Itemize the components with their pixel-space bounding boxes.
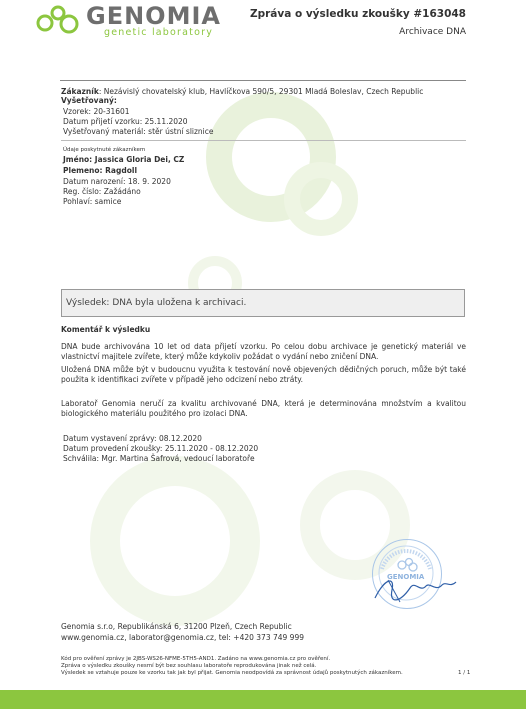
signature-icon — [370, 568, 460, 608]
animal-sex: Pohlaví: samice — [63, 197, 122, 206]
footer-address: Genomia s.r.o, Republikánská 6, 31200 Plzeň, Czech Republic — [61, 622, 292, 631]
customer-line — [61, 87, 423, 96]
brand-subtitle: genetic laboratory — [104, 27, 214, 38]
customer-data-note: Údaje poskytnuté zákazníkem — [63, 147, 146, 153]
sample-id: Vzorek: 20-31601 — [63, 107, 130, 116]
report-issued-date: Datum vystavení zprávy: 08.12.2020 — [63, 434, 202, 443]
sample-material: Vyšetřovaný materiál: stěr ústní sliznice — [63, 127, 214, 136]
header-divider — [60, 80, 466, 81]
customer-label: Zákazník — [61, 87, 99, 96]
approved-by: Schválila: Mgr. Martina Šafrová, vedoucí laboratoře — [63, 454, 255, 463]
animal-breed: Plemeno: Ragdoll — [63, 166, 138, 175]
stamp-text: GENOMIA — [387, 573, 425, 581]
section-divider — [61, 140, 466, 141]
report-title: Zpráva o výsledku zkoušky #163048 — [249, 8, 466, 20]
footer-reproduction-note: Zpráva o výsledku zkoušky nesmí být bez souhlasu laboratoře reprodukována jinak než celá. — [61, 663, 317, 669]
background-circle-medium — [284, 162, 358, 236]
comment-paragraph-1: DNA bude archivována 10 let od data přijetí vzorku. Po celou dobu archivace je genetický materiál ve vlastnictví majitele zvířete, který může kdykoliv požádat o vydání nebo zničení DNA. — [61, 342, 466, 361]
customer-value: : Nezávislý chovatelský klub, Havlíčkova 590/5, 29301 Mladá Boleslav, Czech Republic — [98, 87, 424, 96]
comment-paragraph-3: Laboratoř Genomia neručí za kvalitu archivované DNA, která je determinována množstvím a kvalitou biologického materiálu použitého pro izolaci DNA. — [61, 399, 466, 418]
test-performed-date: Datum provedení zkoušky: 25.11.2020 - 08.12.2020 — [63, 444, 259, 453]
examined-label: Vyšetřovaný: — [61, 96, 117, 105]
background-circle-bottom — [90, 456, 260, 626]
report-subtitle: Archivace DNA — [399, 27, 466, 37]
footer-verification-note: Kód pro ověření zprávy je 2JBS-WS26-NFME-5TH5-AND1. Zadáno na www.genomia.cz pro ověření. — [61, 656, 331, 662]
comment-title: Komentář k výsledku — [61, 325, 151, 334]
page-number: 1 / 1 — [458, 670, 471, 676]
brand-name: GENOMIA — [86, 2, 221, 30]
animal-birth-date: Datum narození: 18. 9. 2020 — [63, 177, 171, 186]
animal-name: Jméno: Jassica Gloria Dei, CZ — [63, 155, 185, 164]
animal-reg-number: Reg. číslo: Zažádáno — [63, 187, 141, 196]
sample-received-date: Datum přijetí vzorku: 25.11.2020 — [63, 117, 188, 126]
footer-bar — [0, 690, 526, 709]
footer-disclaimer: Výsledek se vztahuje pouze ke vzorku tak jak byl přijat. Genomia neodpovídá za správnost údajů poskytnutých zákazníkem. — [61, 670, 403, 676]
result-text: Výsledek: DNA byla uložena k archivaci. — [66, 298, 247, 308]
genomia-logo-icon — [36, 4, 84, 34]
footer-contact: www.genomia.cz, laborator@genomia.cz, tel: +420 373 749 999 — [61, 633, 304, 642]
result-box — [61, 289, 465, 317]
comment-paragraph-2: Uložená DNA může být v budoucnu využita k testování nově objevených dědičných poruch, může být také použita k identifikaci zvířete v případě jeho odcizení nebo ztráty. — [61, 365, 466, 384]
